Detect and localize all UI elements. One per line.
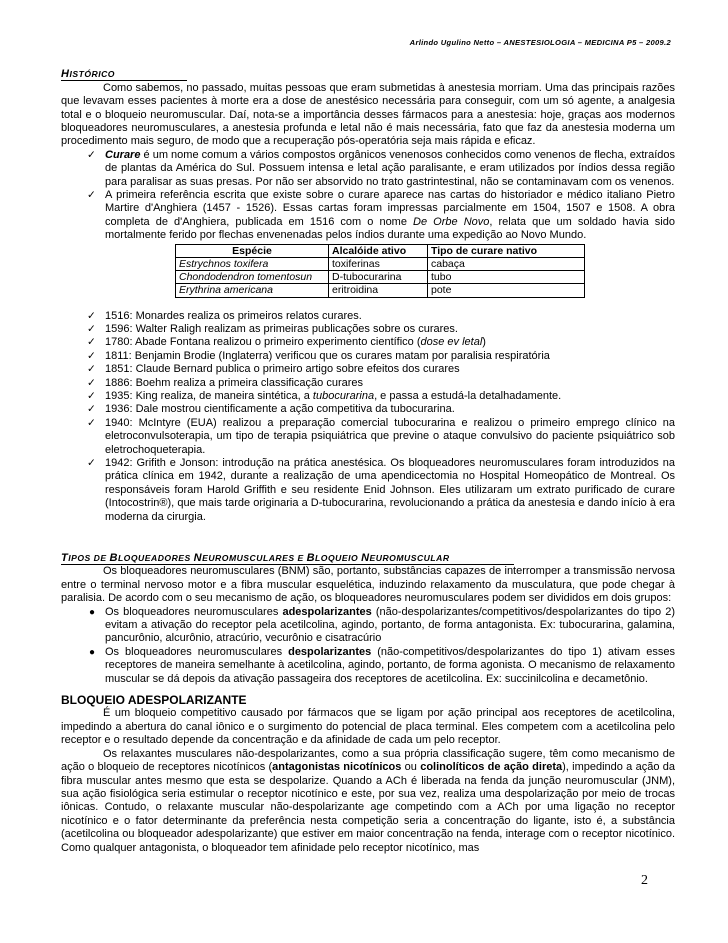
document-page [61, 36, 675, 855]
page-number: 2 [641, 873, 648, 888]
table-cell: eritroidina [329, 284, 428, 297]
checkmark-icon: ✓ [87, 309, 96, 322]
list-item: ✓ 1886: Boehm realiza a primeira classificação curares [87, 376, 364, 389]
list-item: ✓ 1851: Claude Bernard publica o primeiro artigo sobre efeitos dos curares [87, 363, 460, 376]
table-cell: Erythrina americana [176, 284, 329, 297]
curare-list [61, 149, 675, 243]
table-header-row [176, 244, 585, 257]
checkmark-icon: ✓ [87, 416, 96, 429]
table-cell: Chondodendron tomentosun [176, 271, 329, 284]
checkmark-icon: ✓ [87, 148, 96, 161]
checkmark-icon: ✓ [87, 336, 96, 349]
list-item: ✓ 1780: Abade Fontana realizou o primeiro experimento científico (dose ev letal) [87, 336, 486, 349]
bullet-icon: ● [89, 646, 96, 658]
tipos-intro-paragraph: Os bloqueadores neuromusculares (BNM) são, portanto, substâncias capazes de interromper a transmissão nervosa entre o terminal nervoso motor e a fibra muscular esquelética, induzindo relaxamento da musculatura, que pode chegar à paralisia. De acordo com o seu mecanismo de ação, os bloqueadores neuromusculares podem ser divididos em dois grupos: [61, 565, 675, 605]
bloqueio-paragraph-2: Os relaxantes musculares não-despolarizantes, como a sua própria classificação sugere, têm como mecanismo de ação o bloqueio de receptores nicotínicos (antagonistas nicotínicos ou colinolíticos de ação direta), impedindo a ação da fibra muscular antes mesmo que esta se despolarize. Quando a ACh é liberada na fenda da junção neuromuscular (JNM), sua ação fisiológica seria estimular o receptor nicotínico e este, por sua vez, realiza uma despolarização por meio de trocas iônicas. Contudo, o relaxante muscular não-despolarizante age competindo com a ACh por uma ligação no receptor nicotínico e o fator determinante da preferência nesta competição seria a concentração do ligante, isto é, a substância (acetilcolina ou bloqueador adespolarizante) que estiver em maior concentração na fenda, interage com o receptor nicotínico. Como qualquer antagonista, o bloqueador tem afinidade pelo receptor nicotínico, mas [61, 747, 675, 854]
checkmark-icon: ✓ [87, 389, 96, 402]
checkmark-icon: ✓ [87, 376, 96, 389]
timeline-list [61, 310, 675, 525]
list-item: ✓ Curare é um nome comum a vários compostos orgânicos venenosos conhecidos como venenos de flecha, extraídos de plantas da América do Sul. Possuem intensa e letal ação paralisante, e eram utilizados por índios dessa região para paralisar as suas presas. Por não ser absorvido no trato gastrintestinal, não se contaminavam com os venenos. [87, 148, 675, 188]
table-row [176, 271, 585, 284]
table-row [176, 257, 585, 270]
bloqueadores-list [61, 606, 675, 686]
running-header: Arlindo Ugulino Netto – ANESTESIOLOGIA – MEDICINA P5 – 2009.2 [409, 38, 671, 47]
table-cell: D-tubocurarina [329, 271, 428, 284]
section-title-historico: HISTÓRICO [61, 69, 187, 81]
list-item: ● Os bloqueadores neuromusculares despolarizantes (não-competitivos/despolarizantes do tipo 1) ativam esses receptores de maneira semelhante à acetilcolina, agindo, portanto, de forma agonista. O mecanismo de relaxamento muscular se dá depois da ativação passageira dos receptores de acetilcolina. Ex: succinilcolina e decametônio. [89, 645, 676, 685]
list-item: ✓ 1936: Dale mostrou cientificamente a ação competitiva da tubocurarina. [87, 403, 455, 416]
list-item: ✓ A primeira referência escrita que existe sobre o curare aparece nas cartas do historiador e médico italiano Pietro Martire d'Anghiera (1457 - 1526). Essas cartas foram impressas parcialmente em 1504, 1507 e 1508. A obra completa de d'Anghiera, publicada em 1516 com o nome De Orbe Novo, relata que um soldado havia sido mortalmente ferido por flechas envenenadas pelos índios durante uma expedição ao Novo Mundo. [87, 189, 675, 242]
list-item: ● Os bloqueadores neuromusculares adespolarizantes (não-despolarizantes/competitivos/despolarizantes do tipo 2) evitam a ativação do receptor pela acetilcolina, agindo, portanto, de forma antagonista. Ex: tubocurarina, galamina, pancurônio, alcurônio, atracúrio, vecurônio e cisatracúrio [89, 605, 676, 645]
book-title: De Orbe Novo [413, 215, 490, 228]
table-cell: tubo [428, 271, 585, 284]
checkmark-icon: ✓ [87, 456, 96, 469]
section-title-tipos: TIPOS DE BLOQUEADORES NEUROMUSCULARES E BLOQUEIO NEUROMUSCULAR [61, 553, 514, 565]
section-title-bloqueio: BLOQUEIO ADESPOLARIZANTE [61, 693, 247, 708]
table-cell: cabaça [428, 257, 585, 270]
table-cell: Estrychnos toxifera [176, 257, 329, 270]
bullet-icon: ● [89, 606, 96, 618]
list-item: ✓ 1811: Benjamin Brodie (Inglaterra) verificou que os curares matam por paralisia respiratória [87, 349, 550, 362]
table-cell: pote [428, 284, 585, 297]
historico-intro-paragraph: Como sabemos, no passado, muitas pessoas que eram submetidas à anestesia morriam. Uma das principais razões que levavam esses pacientes à morte era a dose de anestésico necessária para conseguir, com um só agente, a analgesia total e o bloqueio neuromuscular. Daí, nota-se a importância desses fármacos para a anestesia: hoje, graças aos modernos bloqueadores neuromusculares, a anestesia profunda e letal não é mais necessária, fato que faz da anestesia moderna um procedimento mais seguro, de modo que a recuperação pós-operatória seja mais rápida e eficaz. [61, 81, 675, 148]
checkmark-icon: ✓ [87, 363, 96, 376]
checkmark-icon: ✓ [87, 349, 96, 362]
bloqueio-paragraph-1: É um bloqueio competitivo causado por fármacos que se ligam por ação principal aos receptores de acetilcolina, impedindo a abertura do canal iônico e o surgimento do potencial de placa terminal. Eles competem com a acetilcolina pelo receptor e o resultado depende da concentração e da afinidade de cada um pelo receptor. [61, 707, 675, 747]
curare-term: Curare [105, 148, 141, 161]
checkmark-icon: ✓ [87, 189, 96, 202]
list-item: ✓ 1935: King realiza, de maneira sintética, a tubocurarina, e passa a estudá-la detalhadamente. [87, 389, 562, 402]
table-header-cell: Alcalóide ativo [329, 244, 428, 257]
table-cell: toxiferinas [329, 257, 428, 270]
list-item: ✓ 1516: Monardes realiza os primeiros relatos curares. [87, 309, 362, 322]
list-item: ✓ 1596: Walter Raligh realizam as primeiras publicações sobre os curares. [87, 322, 458, 335]
table-header-cell: Espécie [176, 244, 329, 257]
table-header-cell: Tipo de curare nativo [428, 244, 585, 257]
checkmark-icon: ✓ [87, 322, 96, 335]
table-row [176, 284, 585, 297]
list-item: ✓ 1942: Grifith e Jonson: introdução na prática anestésica. Os bloqueadores neuromusculares foram introduzidos na prática clínica em 1942, durante a realização de uma apendicectomia no Hospital Homeopático de Montreal. Os responsáveis foram Harold Griffith e seu residente Enid Johnson. Eles utilizaram um extrato purificado de curare (Intocostrin®), que mais tarde originaria a D-tubocurarina, revolucionando a prática da anestesia e dando início à era moderna da cirurgia. [87, 456, 675, 523]
curare-species-table [175, 244, 585, 298]
checkmark-icon: ✓ [87, 403, 96, 416]
list-item: ✓ 1940: McIntyre (EUA) realizou a preparação comercial tubocurarina e realizou o primeiro emprego clínico na eletroconvulsoterapia, um tipo de terapia psiquiátrica que previne o ataque convulsivo do paciente psiquiátrico sob eletrochoqueterapia. [87, 416, 675, 456]
